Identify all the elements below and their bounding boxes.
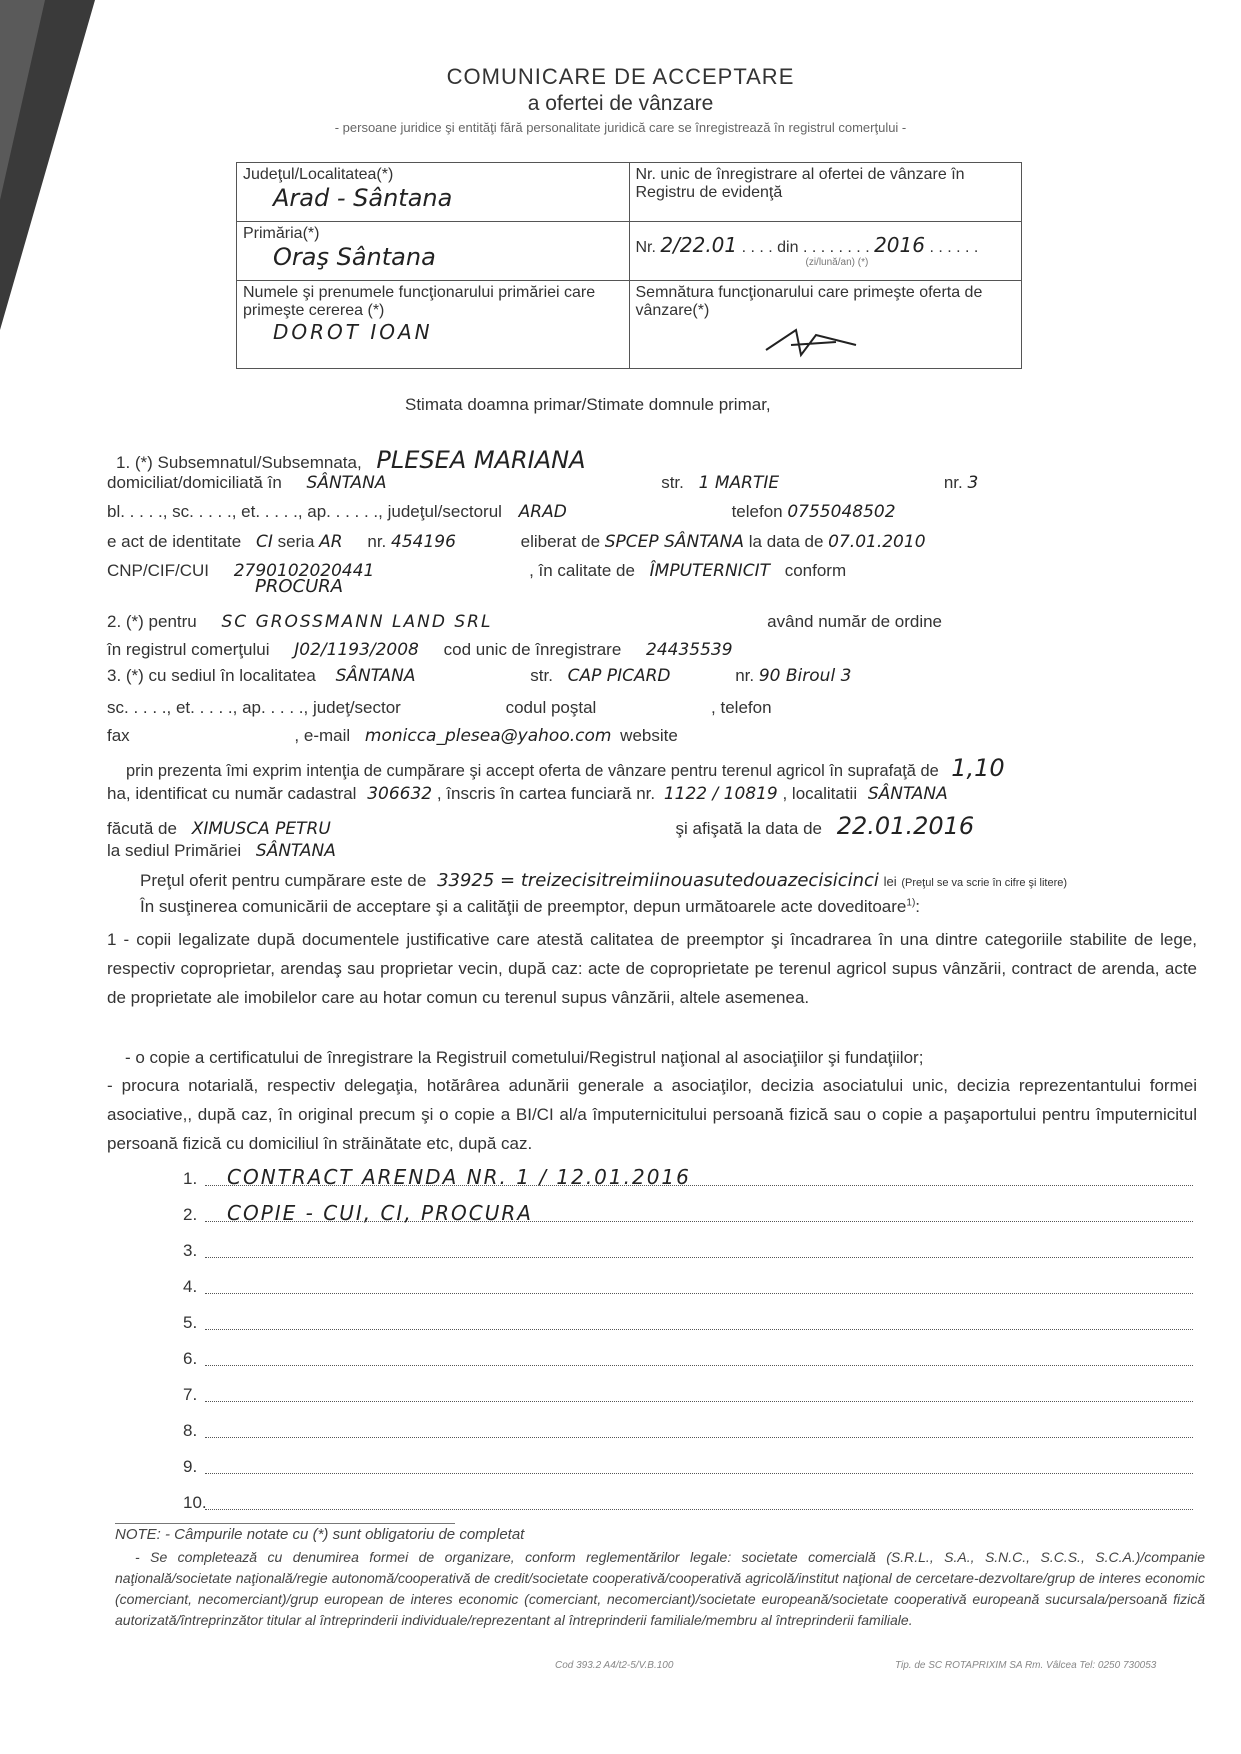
pret-value: 33925 = treizecisitreimiinouasutedouazecisicinci [437,870,879,891]
str-label: str. [661,473,684,492]
calitate-value: ÎMPUTERNICIT [649,561,770,581]
document-row [183,1237,1193,1261]
judet-value: Arad - Sântana [273,184,453,212]
document-number: 5. [183,1313,198,1332]
name-value: PLESEA MARIANA [376,446,586,474]
nr2-value: 454196 [391,532,456,552]
calitate-label: , în calitate de [529,561,635,580]
note-2: - Se completează cu denumirea formei de organizare, conform reglementărilor legale: societate comercială (S.R.L., S.A., S.N.C., S.C.S., S.C.A.)/companie naţională/societate naţională/regie autonomă/cooperativă de credit/societate cooperativă/cooperativă agricolă/institut naţional de cercetare-dezvoltare/grup de interes economic (comerciant, necomerciant)/grup european de interes economic (comerciant, necomerciant)/societate europeană/societate cooperativă europeană sucursala/persoană fizică autorizată/întreprinzător titular al întreprinderii individuale/reprezentant al întreprinderii familiale/membru al întreprinderii familiale. [115,1549,1205,1628]
signature-mark [756,320,876,360]
din-label: din [777,239,799,256]
facuta-value: XIMUSCA PETRU [191,819,331,839]
pret-label: Preţul oferit pentru cumpărare este de [140,871,427,890]
primaria-label: Primăria(*) [243,225,320,242]
document-dotted-line [205,1437,1193,1438]
document-dotted-line [205,1293,1193,1294]
paragraph-3: - procura notarială, respectiv delegaţia, hotărârea adunării generale a asociaţilor, decizia asociatului unic, decizia reprezentantului formei asociative,, după caz, în original precum şi o copie a BI/CI al/a împuternicitului persoană fizică sau o copie a paşaportului pentru împuternicitul persoană fizică cu domiciliul în străinătate etc, după caz. [107,1076,1197,1153]
seria-value: AR [319,532,343,552]
nr-unic-label: Nr. unic de înregistrare al ofertei de vânzare în Registru de evidenţă [635,166,965,201]
sc2-label: sc. . . . ., et. . . . ., ap. . . . ., judeţ/sector [107,698,401,717]
sustinere-text: În susţinerea comunicării de acceptare şi a calităţii de preemptor, depun următoarele acte doveditoare [140,897,907,916]
telefon-label: telefon [731,502,783,521]
document-text: COPIE - CUI, CI, PROCURA [227,1201,533,1225]
footnote-mark: 1) [906,897,916,909]
document-dotted-line [205,1221,1193,1222]
strada2-value: CAP PICARD [567,666,671,686]
functionar-value: DOROT IOAN [273,320,433,344]
document-row [183,1201,1193,1225]
telefon2-label: , telefon [711,698,772,717]
document-number: 9. [183,1457,198,1476]
lei-hint: (Preţul se va scrie în cifre şi litere) [901,877,1068,889]
act-label: e act de identitate [107,532,242,551]
nr3-label: nr. [735,666,755,685]
date-hint: (zi/lună/an) (*) [805,257,869,268]
nr-unic-cell [629,163,1022,222]
cnp-value: 2790102020441 [233,561,375,581]
document-scope: - persoane juridice şi entităţi fără personalitate juridică care se înregistrează în registrul comerţului - [334,120,907,135]
cui-value: 24435539 [646,640,733,660]
registru-value: J02/1193/2008 [294,640,419,660]
facuta-label: făcută de [107,819,177,838]
fax-label: fax [107,726,130,745]
salutation: Stimata doamna primar/Stimate domnule primar, [405,395,771,414]
document-number: 6. [183,1349,198,1368]
document-number: 2. [183,1205,198,1224]
data-value: 07.01.2010 [828,532,926,552]
domiciliat-label: domiciliat/domiciliată în [107,473,282,492]
document-title: COMUNICARE DE ACCEPTARE [446,64,795,89]
email-label: , e-mail [294,726,351,745]
procura-value: PROCURA [255,576,344,597]
primaria-value: Oraş Sântana [273,243,436,271]
bl-label: bl. . . . ., sc. . . . ., et. . . . ., ap. . . . . ., judeţul/sectorul [107,502,502,521]
note-1: NOTE: - Câmpurile notate cu (*) sunt obligatoriu de completat [115,1526,525,1543]
registration-table [236,162,1022,369]
cnp-label: CNP/CIF/CUI [107,561,209,580]
afisata-value: 22.01.2016 [836,812,975,840]
lei-label: lei [883,874,897,889]
ha-label: ha, identificat cu număr cadastral [107,784,357,803]
telefon-value: 0755048502 [787,502,896,522]
eliberat-value: SPCEP SÂNTANA [604,532,745,552]
pentru-label: 2. (*) pentru [107,612,197,631]
nr-value: 2/22.01 [660,233,738,257]
localitatea-label: , localitatii [782,784,858,803]
avand-label: având număr de ordine [767,612,943,631]
document-row [183,1453,1193,1477]
cod-postal-label: codul poştal [505,698,597,717]
document-number: 10. [183,1493,207,1512]
document-row [183,1381,1193,1405]
functionar-cell [237,281,630,369]
document-dotted-line [205,1185,1193,1186]
str2-label: str. [530,666,553,685]
document-number: 1. [183,1169,198,1188]
cf-value: 1122 / 10819 [663,784,778,804]
sediul-label: la sediul Primăriei [107,841,242,860]
strada-value: 1 MARTIE [698,473,780,493]
document-dotted-line [205,1473,1193,1474]
nr3-value: 90 Biroul 3 [758,666,852,686]
year-value: 2016 [874,233,925,257]
document-text: CONTRACT ARENDA NR. 1 / 12.01.2016 [227,1165,691,1189]
judet-cell [237,163,630,222]
printer-info: Tip. de SC ROTAPRIXIM SA Rm. Vâlcea Tel: 0250 730053 [895,1660,1157,1671]
nr2-label: nr. [367,532,387,551]
document-row [183,1165,1193,1189]
document-number: 4. [183,1277,198,1296]
functionar-label: Numele şi prenumele funcţionarului primăriei care primeşte cererea (*) [243,284,596,319]
localitatea-value: SÂNTANA [867,784,948,804]
document-row [183,1345,1193,1369]
document-row [183,1309,1193,1333]
primaria-cell [237,222,630,281]
judet-label: Judeţul/Localitatea(*) [243,166,394,183]
document-dotted-line [205,1329,1193,1330]
nr-value: 3 [967,473,979,493]
document-dotted-line [205,1401,1193,1402]
afisata-label: şi afişată la data de [675,819,823,838]
document-row [183,1273,1193,1297]
subsemnatul-label: 1. (*) Subsemnatul/Subsemnata, [116,453,362,472]
cadastral-value: 306632 [367,784,433,804]
document-dotted-line [205,1365,1193,1366]
paragraph-2: - o copie a certificatului de înregistrare la Registruil cometului/Registrul naţional al asociaţiilor şi fundaţiilor; [125,1048,924,1067]
judet-value: ARAD [518,502,567,522]
sediu-loc-value: SÂNTANA [335,666,416,686]
intentie-label: prin prezenta îmi exprim intenţia de cumpărare şi accept oferta de vânzare pentru terenul agricol în suprafaţă de [126,762,939,780]
document-number: 3. [183,1241,198,1260]
document-row [183,1417,1193,1441]
seria-label: seria [277,532,315,551]
nr-cell: Nr. 2/22.01 . . . . din . . . . . . . . 2016 . . . . . . (zi/lună/an) (*) [629,222,1022,281]
registru-label: în registrul comerţului [107,640,270,659]
document-subtitle: a ofertei de vânzare [527,92,714,115]
document-dotted-line [205,1257,1193,1258]
email-value: monicca_plesea@yahoo.com [364,726,612,746]
document-number: 7. [183,1385,198,1404]
localitate-value: SÂNTANA [306,473,387,493]
print-code: Cod 393.2 A4/t2-5/V.B.100 [555,1660,674,1671]
act-value: CI [255,532,273,552]
sediul-value: SÂNTANA [255,841,336,861]
document-number: 8. [183,1421,198,1440]
semnatura-label: Semnătura funcţionarului care primeşte oferta de vânzare(*) [635,284,983,319]
document-dotted-line [205,1509,1193,1510]
sediu-label: 3. (*) cu sediul în localitatea [107,666,316,685]
conform-label: conform [784,561,847,580]
document-row [183,1489,1193,1513]
nr-label: nr. [943,473,963,492]
cui-label: cod unic de înregistrare [443,640,622,659]
firma-value: SC GROSSMANN LAND SRL [221,612,493,632]
paragraph-1: 1 - copii legalizate după documentele justificative care atestă calitatea de preemptor şi încadrarea în una dintre categoriile stabilite de lege, respectiv coproprietar, arendaş sau proprietar vecin, după caz: acte de coproprietate pe terenul agricol supus vânzării, contract de arenda, acte de proprietate ale imobilelor care au hotar comun cu terenul supus vânzării, altele asemenea. [107,930,1197,1007]
nr-label: Nr. [635,239,656,256]
website-label: website [620,726,678,745]
la-data-label: la data de [748,532,824,551]
notes-divider [115,1523,455,1524]
cf-label: , înscris în cartea funciară nr. [436,784,656,803]
eliberat-label: eliberat de [520,532,601,551]
semnatura-cell [629,281,1022,369]
suprafata-value: 1,10 [951,754,1005,782]
